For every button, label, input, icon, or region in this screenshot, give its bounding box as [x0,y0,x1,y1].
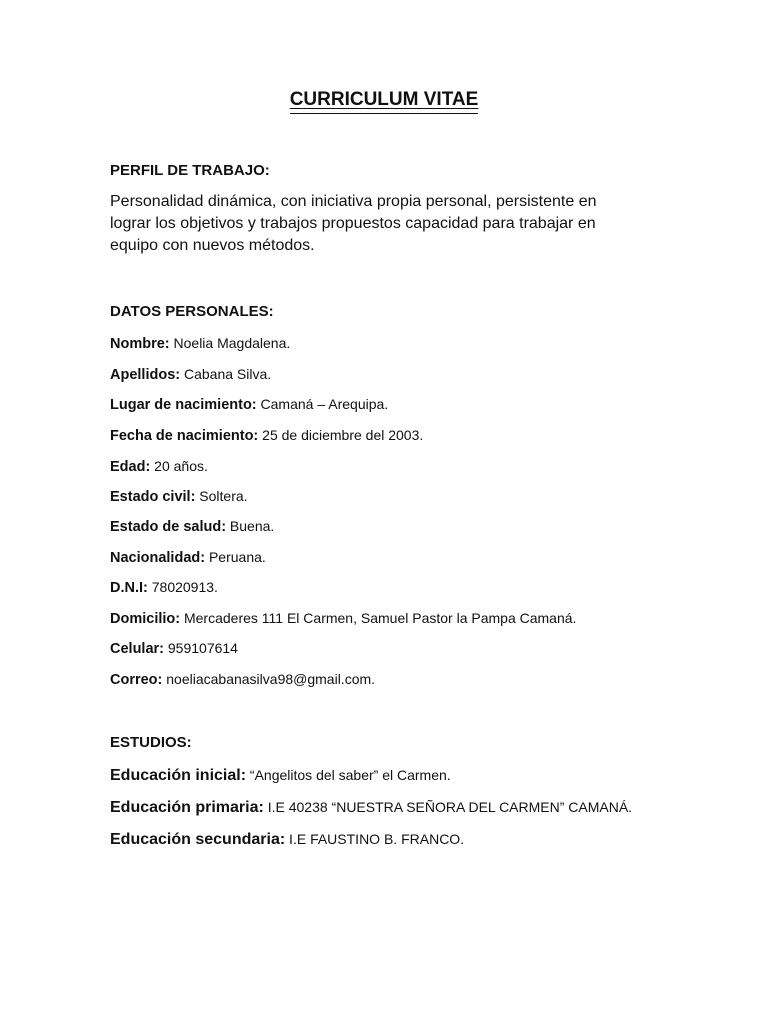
estudios-value: “Angelitos del saber” el Carmen. [246,767,451,783]
datos-label: Estado de salud: [110,519,227,535]
datos-label: Estado civil: [110,489,196,505]
datos-value: 20 años. [150,458,208,474]
datos-value: 959107614 [164,640,238,656]
perfil-text: Personalidad dinámica, con iniciativa propia personal, persistente en lograr los objetivos y trabajos propuestos capacidad para trabajar en equipo con nuevos métodos. [110,193,597,254]
datos-value: Peruana. [205,549,266,565]
estudios-heading: ESTUDIOS: [110,734,192,751]
datos-value: Buena. [226,518,275,534]
datos-row-estado-civil [110,486,248,507]
datos-label: Domicilio: [110,611,181,627]
datos-value: Noelia Magdalena. [169,335,291,351]
perfil-heading: PERFIL DE TRABAJO: [110,162,270,179]
datos-value: Camaná – Arequipa. [256,396,389,412]
datos-row-domicilio [110,608,576,629]
datos-row-estado-salud [110,516,274,537]
datos-row-apellidos [110,364,271,385]
estudios-row-inicial [110,764,451,787]
datos-label: D.N.I: [110,580,148,596]
datos-row-correo [110,669,375,690]
datos-row-lugar [110,394,388,415]
datos-value: Soltera. [195,488,248,504]
datos-label: Edad: [110,459,151,475]
datos-value: 25 de diciembre del 2003. [258,427,424,443]
datos-label: Fecha de nacimiento: [110,428,259,444]
page-title-text: CURRICULUM VITAE [290,88,479,114]
page-title [0,88,768,114]
datos-row-fecha [110,425,423,446]
estudios-label: Educación primaria: [110,799,264,816]
estudios-label: Educación inicial: [110,767,247,784]
estudios-row-secundaria [110,828,464,851]
datos-row-dni [110,577,218,598]
datos-row-nacionalidad [110,547,266,568]
estudios-value: I.E FAUSTINO B. FRANCO. [285,831,465,847]
datos-label: Lugar de nacimiento: [110,397,257,413]
datos-label: Nombre: [110,336,170,352]
estudios-label: Educación secundaria: [110,831,286,848]
datos-row-nombre [110,333,290,354]
datos-value: 78020913. [147,579,218,595]
datos-label: Correo: [110,672,163,688]
datos-row-celular [110,638,238,659]
datos-value: Mercaderes 111 El Carmen, Samuel Pastor la Pampa Camaná. [180,610,577,626]
datos-value: Cabana Silva. [180,366,272,382]
estudios-value: I.E 40238 “NUESTRA SEÑORA DEL CARMEN” CAMANÁ. [263,799,633,815]
datos-row-edad [110,456,208,477]
datos-heading: DATOS PERSONALES: [110,303,274,320]
datos-value: noeliacabanasilva98@gmail.com. [162,671,376,687]
datos-label: Apellidos: [110,367,181,383]
estudios-row-primaria [110,796,632,819]
datos-label: Nacionalidad: [110,550,206,566]
datos-label: Celular: [110,641,164,657]
